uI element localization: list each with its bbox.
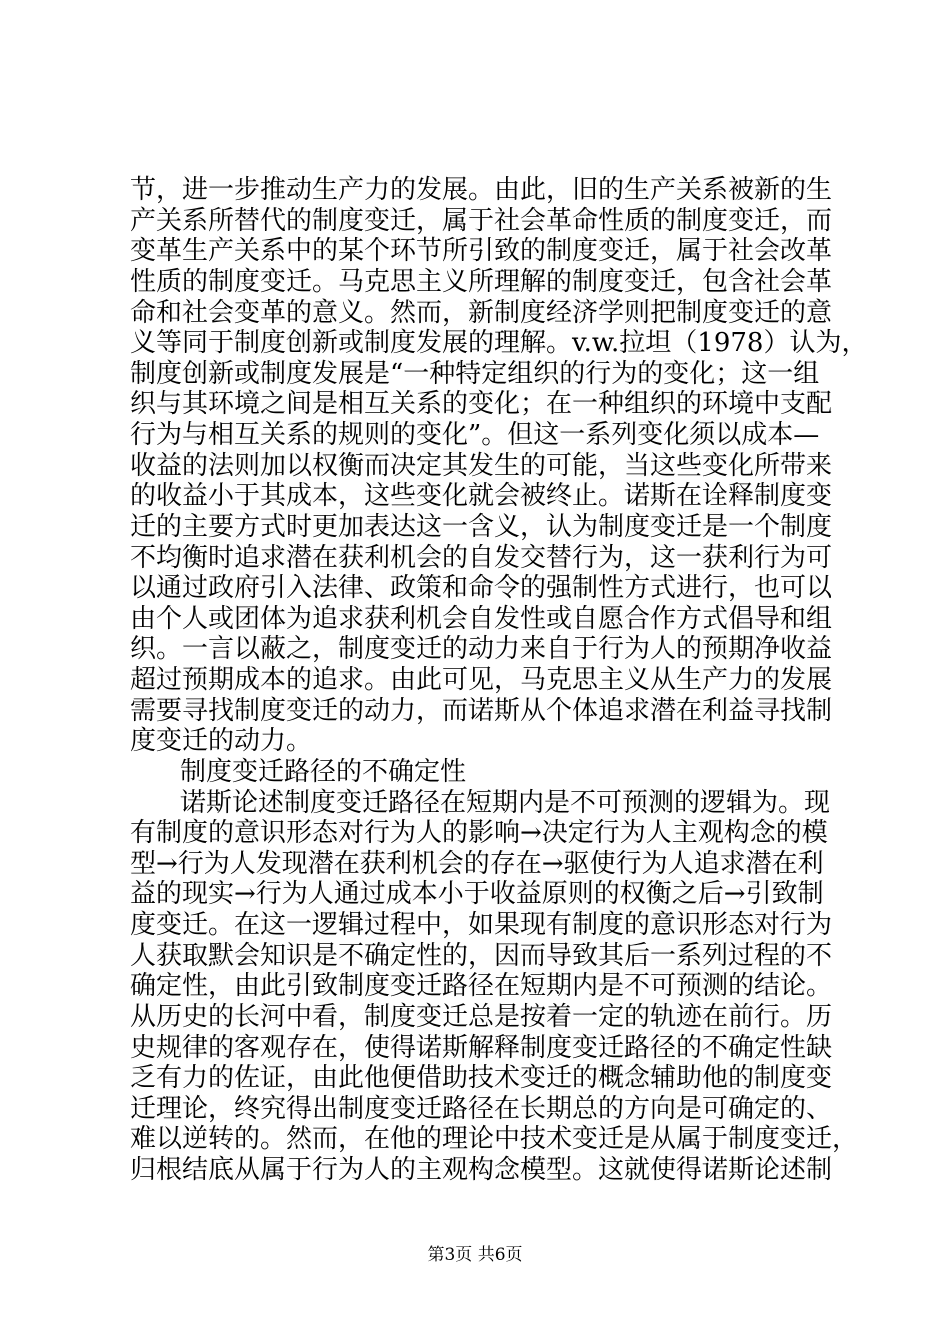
- body-text-line: 性质的制度变迁。马克思主义所理解的制度变迁，包含社会革: [130, 266, 833, 297]
- body-text-line: 确定性，由此引致制度变迁路径在短期内是不可预测的结论。: [130, 971, 833, 1002]
- body-text-line: 从历史的长河中看，制度变迁总是按着一定的轨迹在前行。历: [130, 1001, 833, 1032]
- body-text-line: 度变迁的动力。: [130, 726, 313, 757]
- body-text-line: 迁理论，终究得出制度变迁路径在长期总的方向是可确定的、: [130, 1093, 833, 1124]
- body-text-line: 难以逆转的。然而，在他的理论中技术变迁是从属于制度变迁，: [130, 1124, 859, 1155]
- body-text-line: 织与其环境之间是相互关系的变化；在一种组织的环境中支配: [130, 389, 833, 420]
- body-text-line: 不均衡时追求潜在获利机会的自发交替行为，这一获利行为可: [130, 542, 833, 573]
- paragraph: [130, 175, 870, 757]
- body-text-line: 产关系所替代的制度变迁，属于社会革命性质的制度变迁，而: [130, 205, 833, 236]
- document-body: [130, 175, 870, 1186]
- body-text-line: 需要寻找制度变迁的动力，而诺斯从个体追求潜在利益寻找制: [130, 695, 833, 726]
- body-text-line: 乏有力的佐证，由此他便借助技术变迁的概念辅助他的制度变: [130, 1063, 833, 1094]
- body-text-line: 节，进一步推动生产力的发展。由此，旧的生产关系被新的生: [130, 175, 833, 205]
- body-text-line: 行为与相互关系的规则的变化”。但这一系列变化须以成本—: [130, 420, 820, 450]
- page-footer: 第3页 共6页: [427, 1245, 523, 1265]
- body-text-line: 命和社会变革的意义。然而，新制度经济学则把制度变迁的意: [130, 297, 833, 328]
- body-text-line: 收益的法则加以权衡而决定其发生的可能，当这些变化所带来: [130, 450, 833, 481]
- body-text-line: 益的现实→行为人通过成本小于收益原则的权衡之后→引致制: [130, 879, 824, 910]
- body-text-line: 史规律的客观存在，使得诺斯解释制度变迁路径的不确定性缺: [130, 1032, 833, 1063]
- body-text-line: 度变迁。在这一逻辑过程中，如果现有制度的意识形态对行为: [130, 910, 833, 940]
- body-text-line: 的收益小于其成本，这些变化就会被终止。诺斯在诠释制度变: [130, 481, 833, 512]
- body-text-line: 织。一言以蔽之，制度变迁的动力来自于行为人的预期净收益: [130, 634, 833, 665]
- body-text-line: 诺斯论述制度变迁路径在短期内是不可预测的逻辑为。现: [180, 787, 831, 818]
- body-text-line: 人获取默会知识是不确定性的，因而导致其后一系列过程的不: [130, 940, 833, 971]
- body-text-line: 有制度的意识形态对行为人的影响→决定行为人主观构念的模: [130, 818, 828, 849]
- body-text-line: 变革生产关系中的某个环节所引致的制度变迁，属于社会改革: [130, 236, 833, 267]
- body-text-line: 超过预期成本的追求。由此可见，马克思主义从生产力的发展: [130, 665, 833, 695]
- body-text-line: 制度创新或制度发展是“一种特定组织的行为的变化；这一组: [130, 358, 820, 389]
- body-text-line: 型→行为人发现潜在获利机会的存在→驱使行为人追求潜在利: [130, 848, 824, 879]
- body-text-line: 义等同于制度创新或制度发展的理解。v.w.拉坦（1978）认为，: [130, 328, 868, 359]
- body-text-line: 以通过政府引入法律、政策和命令的强制性方式进行，也可以: [130, 573, 833, 604]
- section-heading: 制度变迁路径的不确定性: [180, 756, 467, 787]
- body-text-line: 归根结底从属于行为人的主观构念模型。这就使得诺斯论述制: [130, 1155, 833, 1185]
- body-text-line: 迁的主要方式时更加表达这一含义，认为制度变迁是一个制度: [130, 511, 833, 542]
- paragraph: [130, 788, 870, 1186]
- body-text-line: 由个人或团体为追求获利机会自发性或自愿合作方式倡导和组: [130, 603, 833, 634]
